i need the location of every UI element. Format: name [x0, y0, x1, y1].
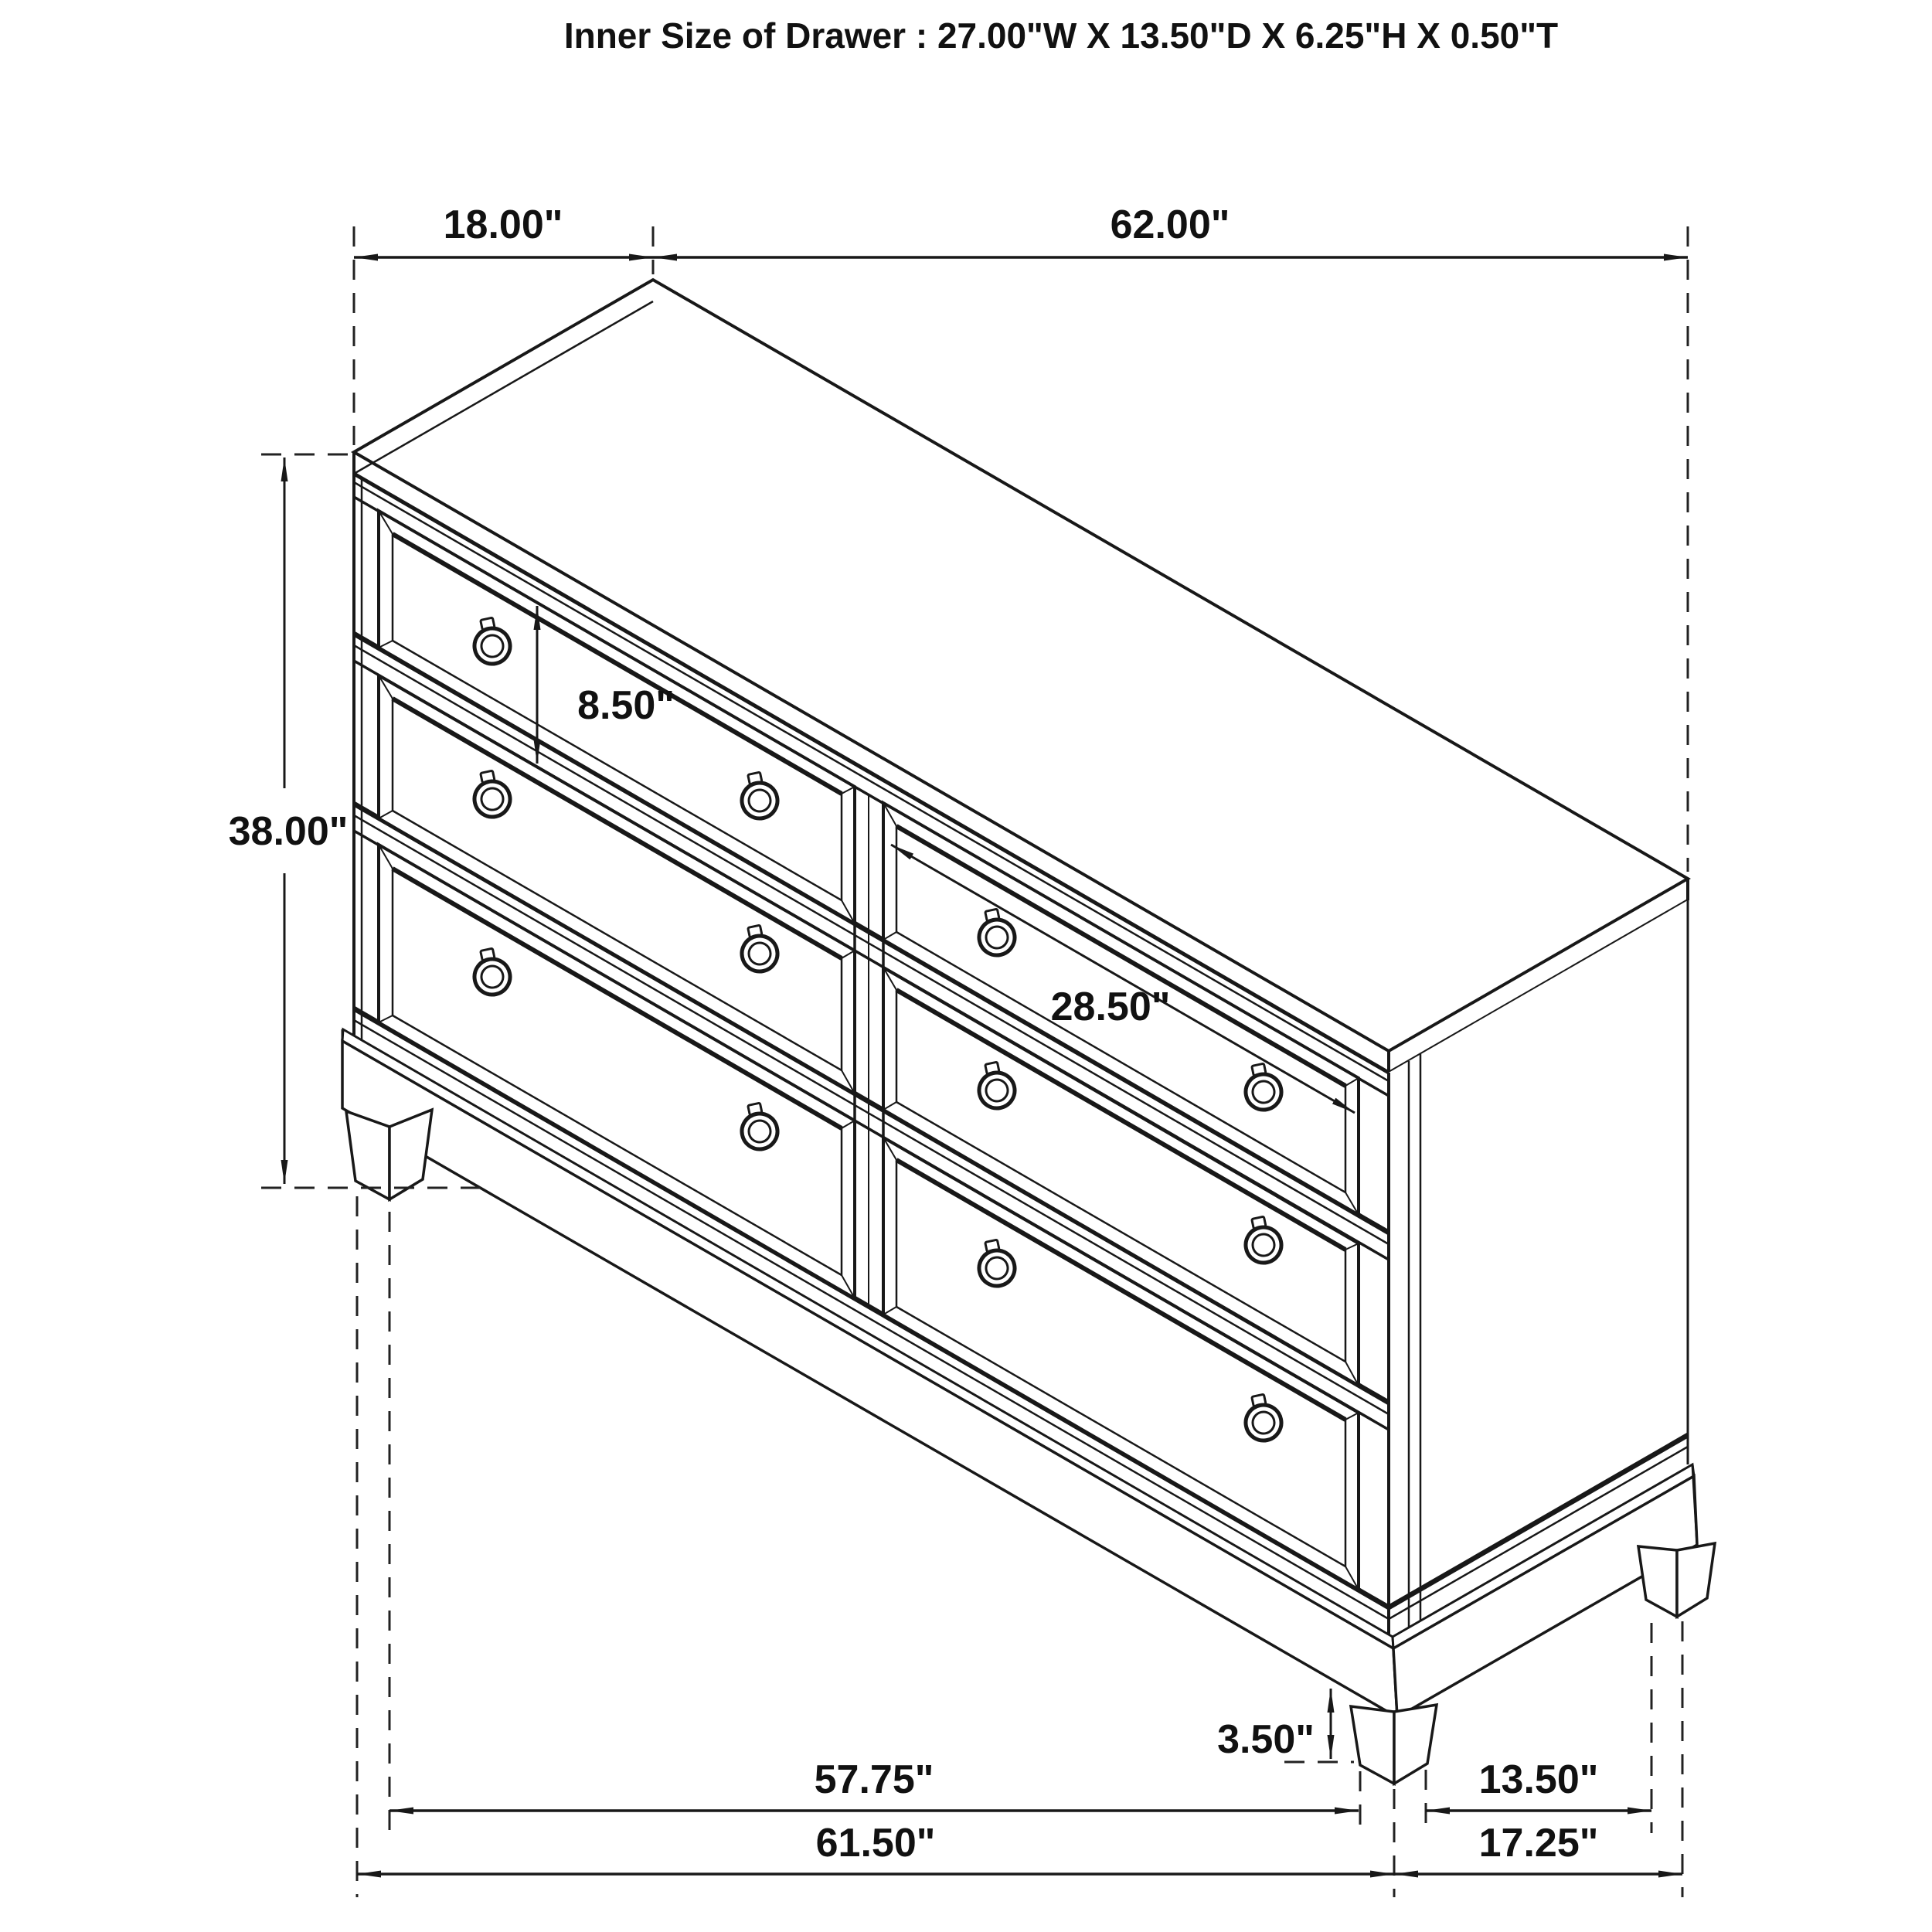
- dim-top-depth-label: 18.00": [443, 202, 563, 247]
- back-right-leg: [1638, 1543, 1715, 1617]
- dresser-drawing: [342, 280, 1715, 1784]
- dim-drawer-width-label: 28.50": [1050, 985, 1171, 1029]
- dim-base-depth-label: 17.25": [1478, 1821, 1599, 1866]
- dim-leg-height-label: 3.50": [1217, 1717, 1315, 1762]
- dim-top-width-label: 62.00": [1110, 202, 1230, 247]
- dim-height-label: 38.00": [228, 809, 349, 854]
- diagram-title: Inner Size of Drawer : 27.00"W X 13.50"D X 6.25"H X 0.50"T: [563, 15, 1559, 56]
- front-right-leg: [1351, 1705, 1437, 1784]
- dim-base-width-label: 61.50": [815, 1821, 936, 1866]
- dim-front-leg-span-label: 57.75": [814, 1757, 934, 1802]
- dim-drawer-pitch-label: 8.50": [577, 683, 675, 728]
- dim-side-leg-span-label: 13.50": [1478, 1757, 1599, 1802]
